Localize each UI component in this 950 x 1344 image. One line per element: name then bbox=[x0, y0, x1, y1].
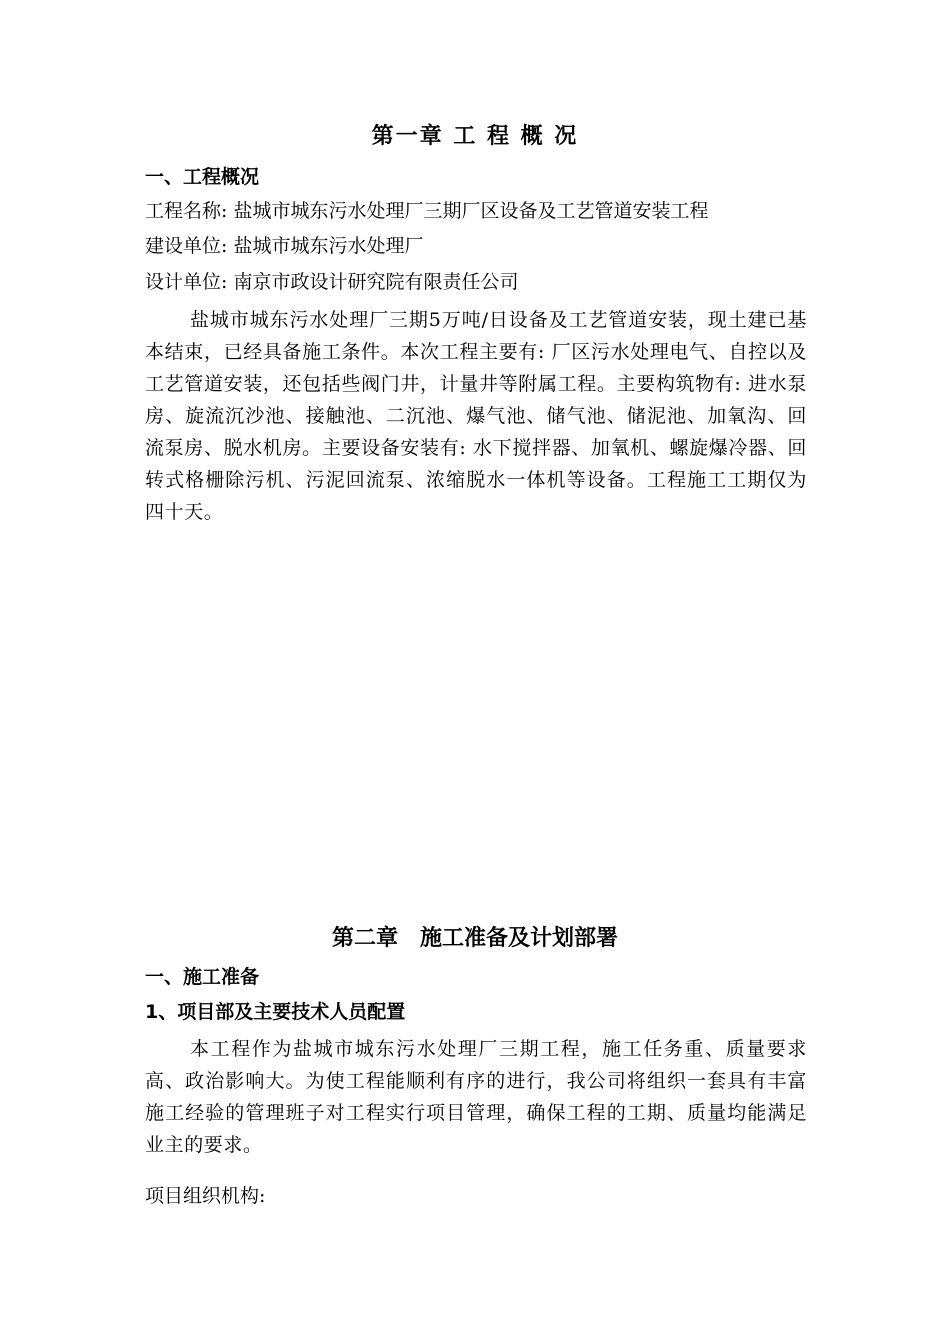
project-name-line: 工程名称: 盐城市城东污水处理厂三期厂区设备及工艺管道安装工程 bbox=[145, 200, 709, 222]
chapter1-paragraph: 盐城市城东污水处理厂三期5万吨/日设备及工艺管道安装，现土建已基本结束，已经具备施工条件。本次工程主要有: 厂区污水处理电气、自控以及工艺管道安装，还包括些阀门井，计量井等附属工程。主要构筑物有: 进水泵房、旋流沉沙池、接触池、二沉池、爆气池、储气池、储泥池、加氧沟、回流泵房、脱水机房。主要设备安装有: 水下搅拌器、加氧机、螺旋爆冷器、回转式格栅除污机、污泥回流泵、浓缩脱水一体机等设备。工程施工工期仅为四十天。 bbox=[145, 309, 807, 523]
designer-line: 设计单位: 南京市政设计研究院有限责任公司 bbox=[145, 271, 519, 293]
client-line: 建设单位: 盐城市城东污水处理厂 bbox=[145, 235, 424, 257]
chapter1-title: 第一章 工 程 概 况 bbox=[371, 124, 579, 149]
org-structure-label: 项目组织机构: bbox=[145, 1185, 266, 1207]
chapter1-section1-heading: 一、工程概况 bbox=[145, 166, 260, 188]
chapter2-paragraph: 本工程作为盐城市城东污水处理厂三期工程，施工任务重、质量要求高、政治影响大。为使工程能顺利有序的进行，我公司将组织一套具有丰富施工经验的管理班子对工程实行项目管理，确保工程的工期、质量均能满足业主的要求。 bbox=[145, 1038, 807, 1156]
chapter2-section1-heading: 一、施工准备 bbox=[145, 966, 260, 988]
chapter2-title: 第二章 施工准备及计划部署 bbox=[331, 926, 618, 951]
chapter2-subsection1-heading: 1、项目部及主要技术人员配置 bbox=[145, 1001, 406, 1023]
